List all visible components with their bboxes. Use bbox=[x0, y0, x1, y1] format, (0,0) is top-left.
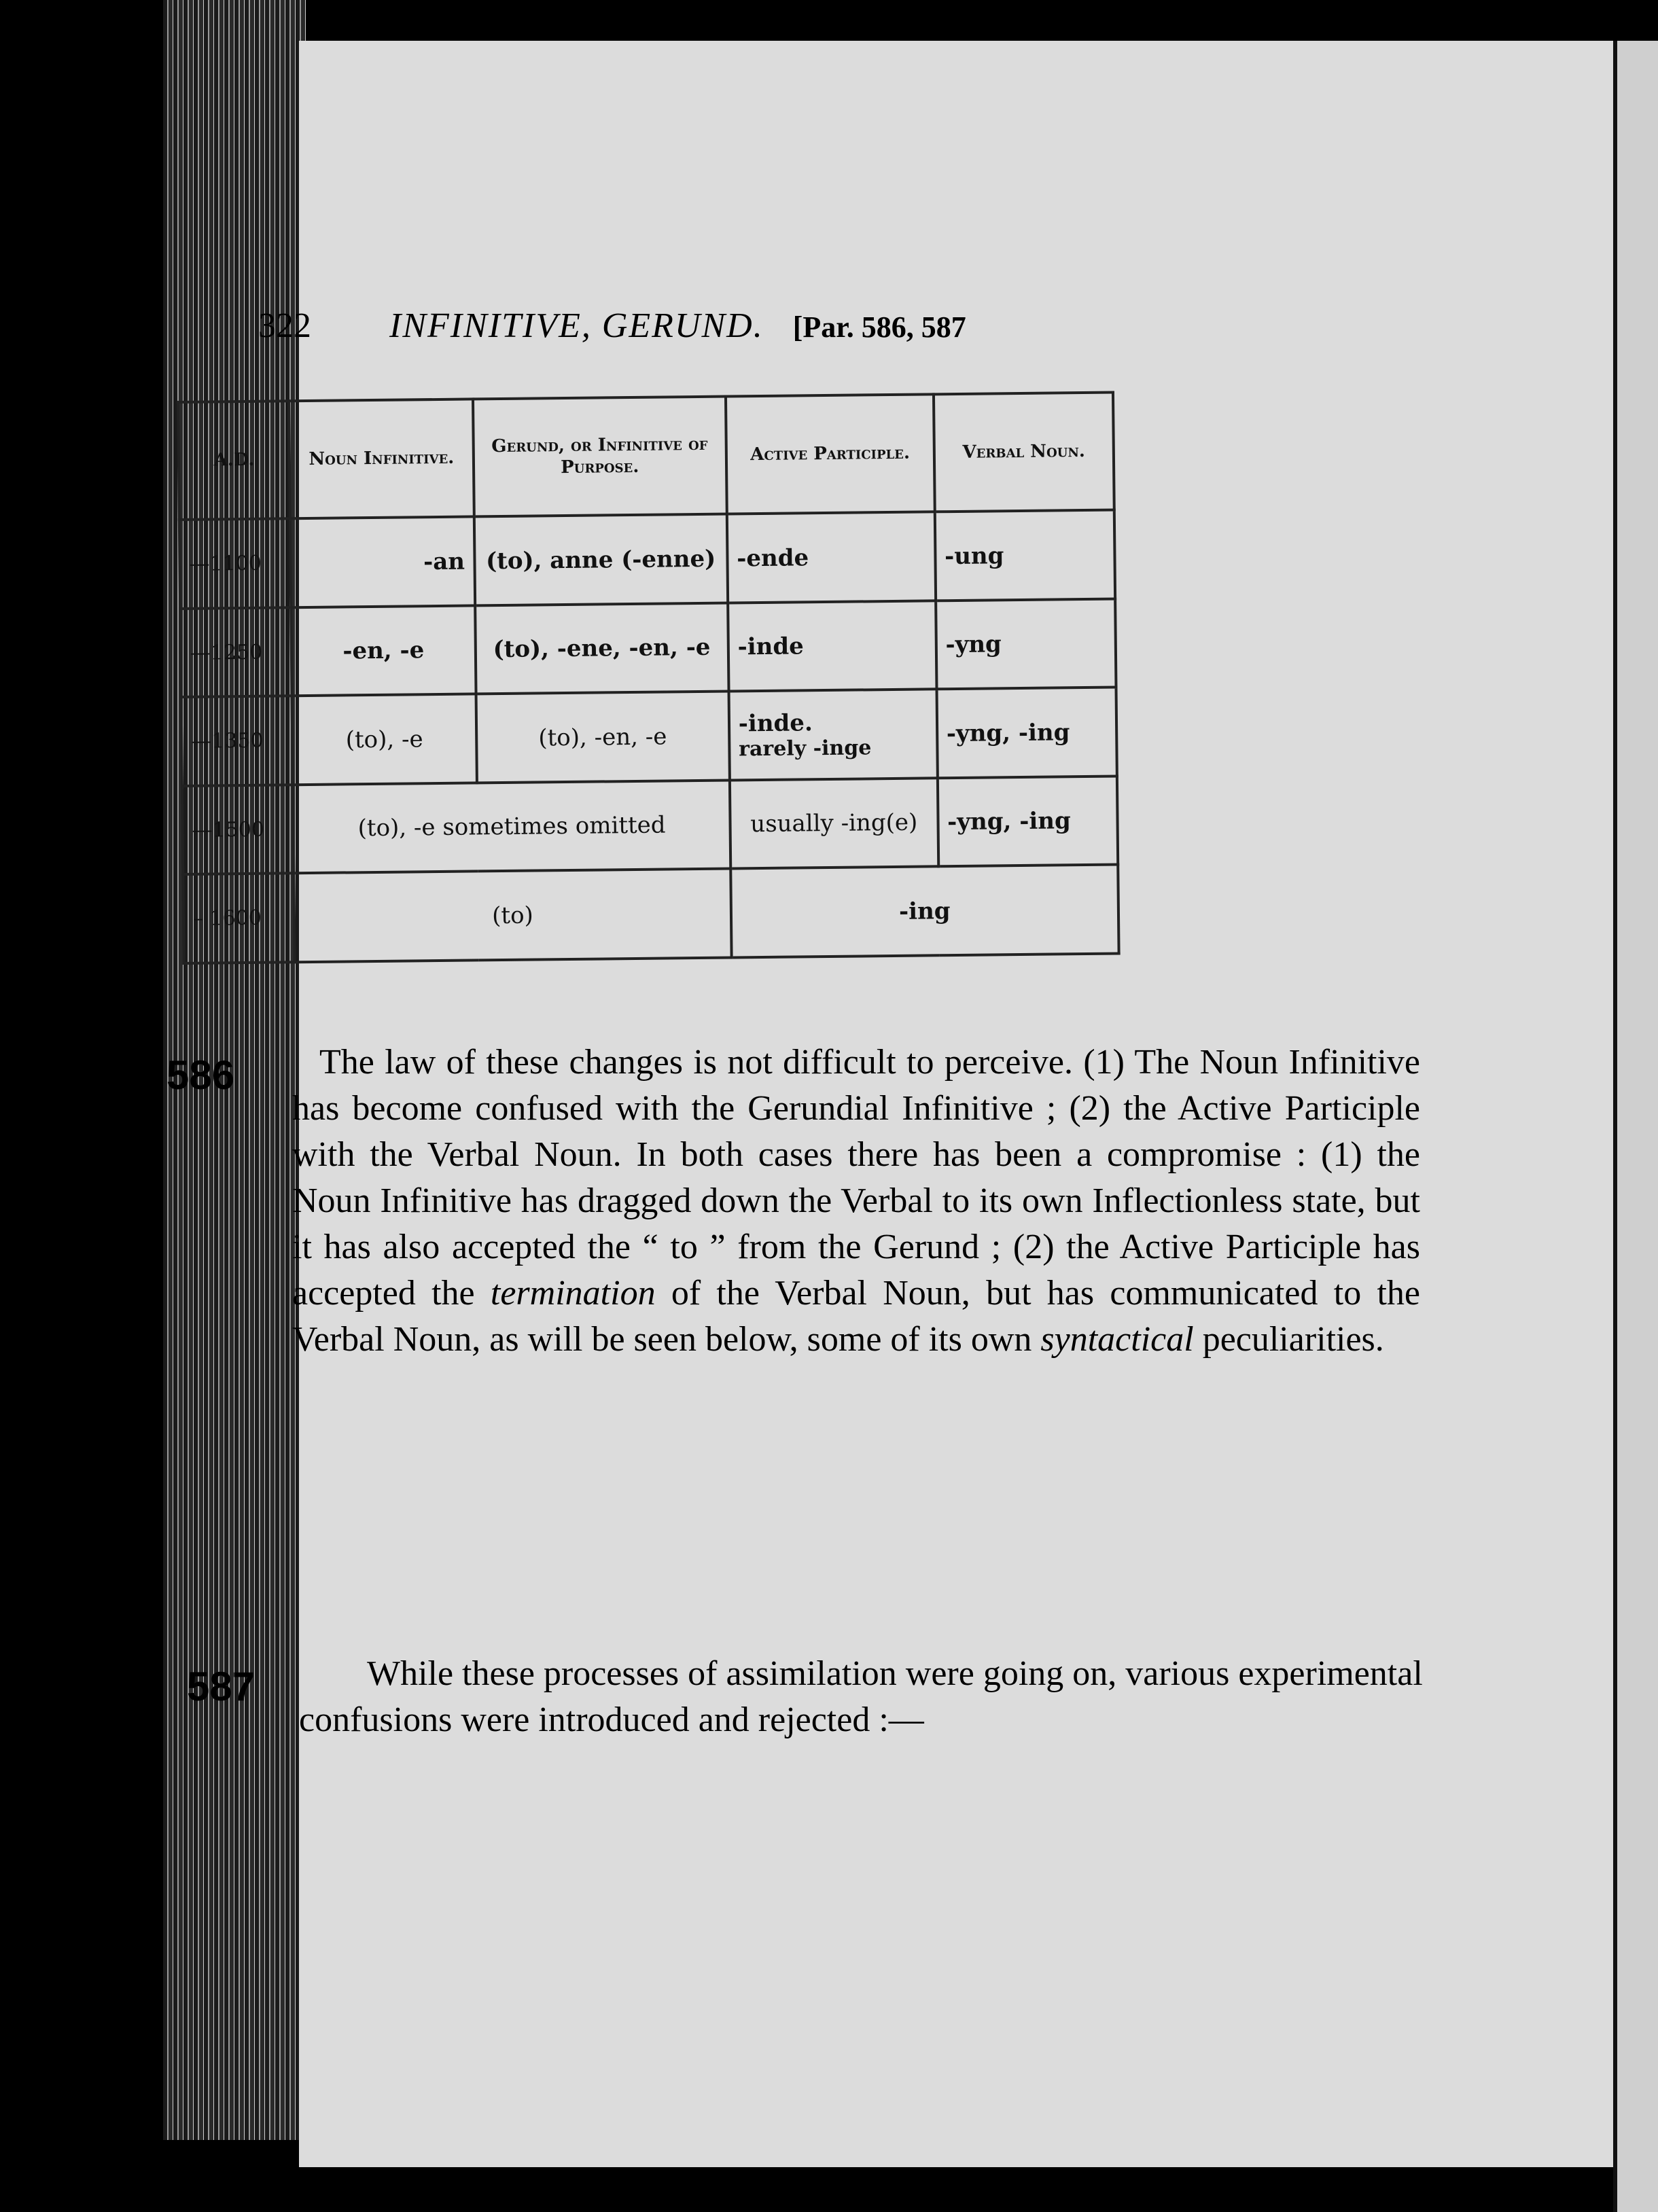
cell-ad: —1250 bbox=[180, 607, 292, 697]
col-verbal-noun: Verbal Noun. bbox=[934, 393, 1114, 512]
cell-ad: —1500 bbox=[182, 785, 294, 874]
page-number: 322 bbox=[258, 306, 311, 345]
cell-ad: —1100 bbox=[179, 519, 292, 609]
paragraph-586-text-1: The law of these changes is not difficult to perceive. (1) The Noun Infinitive has become confused with the Gerundial Infinitive ; (2) the Active Participle with the Verbal Noun. In both cases there has been a compromise : (1) the Noun Infinitive has dragged down the Verbal to its own Inflectionless state, but it has also accepted the “ to ” from the Gerund ; (2) the Active Participle has accepted the bbox=[292, 1043, 1420, 1313]
facing-page-edge bbox=[1613, 41, 1658, 2212]
col-ad: A.D. bbox=[178, 401, 290, 520]
cell-ad: —1350 bbox=[181, 696, 294, 786]
paragraph-586-emphasis-1: termination bbox=[490, 1274, 656, 1313]
table-row bbox=[181, 688, 1117, 786]
paragraph-586-emphasis-2: syntactical bbox=[1040, 1320, 1194, 1359]
cell-verbal: -yng, -ing bbox=[936, 688, 1117, 778]
cell-active: usually -ing(e) bbox=[730, 778, 938, 869]
table-header-row bbox=[178, 393, 1114, 520]
cell-verbal: -ung bbox=[934, 510, 1115, 601]
cell-merged-infinitive: (to) bbox=[294, 869, 732, 962]
table-row bbox=[180, 599, 1116, 697]
paragraph-586 bbox=[292, 1039, 1420, 1363]
paragraph-586-text-2: of the Verbal Noun, but has communicated to the Verbal Noun, as will be seen below, some of its own bbox=[292, 1274, 1420, 1359]
active-note: rarely -inge bbox=[739, 736, 872, 762]
cell-active: -ende bbox=[727, 512, 936, 603]
cell-active: -inde bbox=[728, 601, 936, 692]
paragraph-587: While these processes of assimilation were going on, various experimental confusions were introduced and rejected :— bbox=[299, 1654, 1423, 1739]
table-row bbox=[183, 865, 1118, 963]
paragraph-reference: [Par. 586, 587 bbox=[792, 310, 966, 344]
cell-verbal: -yng, -ing bbox=[938, 776, 1118, 866]
cell-gerund: (to), -en, -e bbox=[476, 692, 730, 783]
inflection-table bbox=[177, 391, 1121, 965]
table-row bbox=[182, 776, 1118, 874]
cell-gerund: (to), anne (-enne) bbox=[474, 514, 728, 605]
cell-verbal: -yng bbox=[936, 599, 1116, 689]
running-header bbox=[258, 306, 1413, 346]
table-row bbox=[179, 510, 1115, 609]
running-title: INFINITIVE, GERUND. bbox=[389, 306, 764, 345]
paragraph-number-587: 587 bbox=[187, 1664, 255, 1709]
cell-ad: – 1600 bbox=[183, 874, 295, 963]
cell-merged-participle-noun: -ing bbox=[730, 865, 1119, 958]
active-form: -inde. bbox=[738, 709, 813, 738]
cell-noun-inf: -an bbox=[290, 517, 475, 607]
col-noun-infinitive: Noun Infinitive. bbox=[289, 399, 474, 518]
paragraph-number-586: 586 bbox=[166, 1052, 235, 1098]
cell-active bbox=[728, 690, 937, 781]
col-active-participle: Active Participle. bbox=[726, 394, 935, 514]
cell-gerund: (to), -ene, -en, -e bbox=[475, 603, 729, 694]
cell-noun-inf: (to), -e bbox=[292, 694, 477, 785]
cell-noun-inf: -en, -e bbox=[291, 605, 476, 696]
cell-merged-infinitive: (to), -e sometimes omitted bbox=[293, 780, 730, 873]
paragraph-586-text-3: peculiarities. bbox=[1202, 1320, 1384, 1359]
col-gerund: Gerund, or Infinitive of Purpose. bbox=[473, 397, 727, 517]
